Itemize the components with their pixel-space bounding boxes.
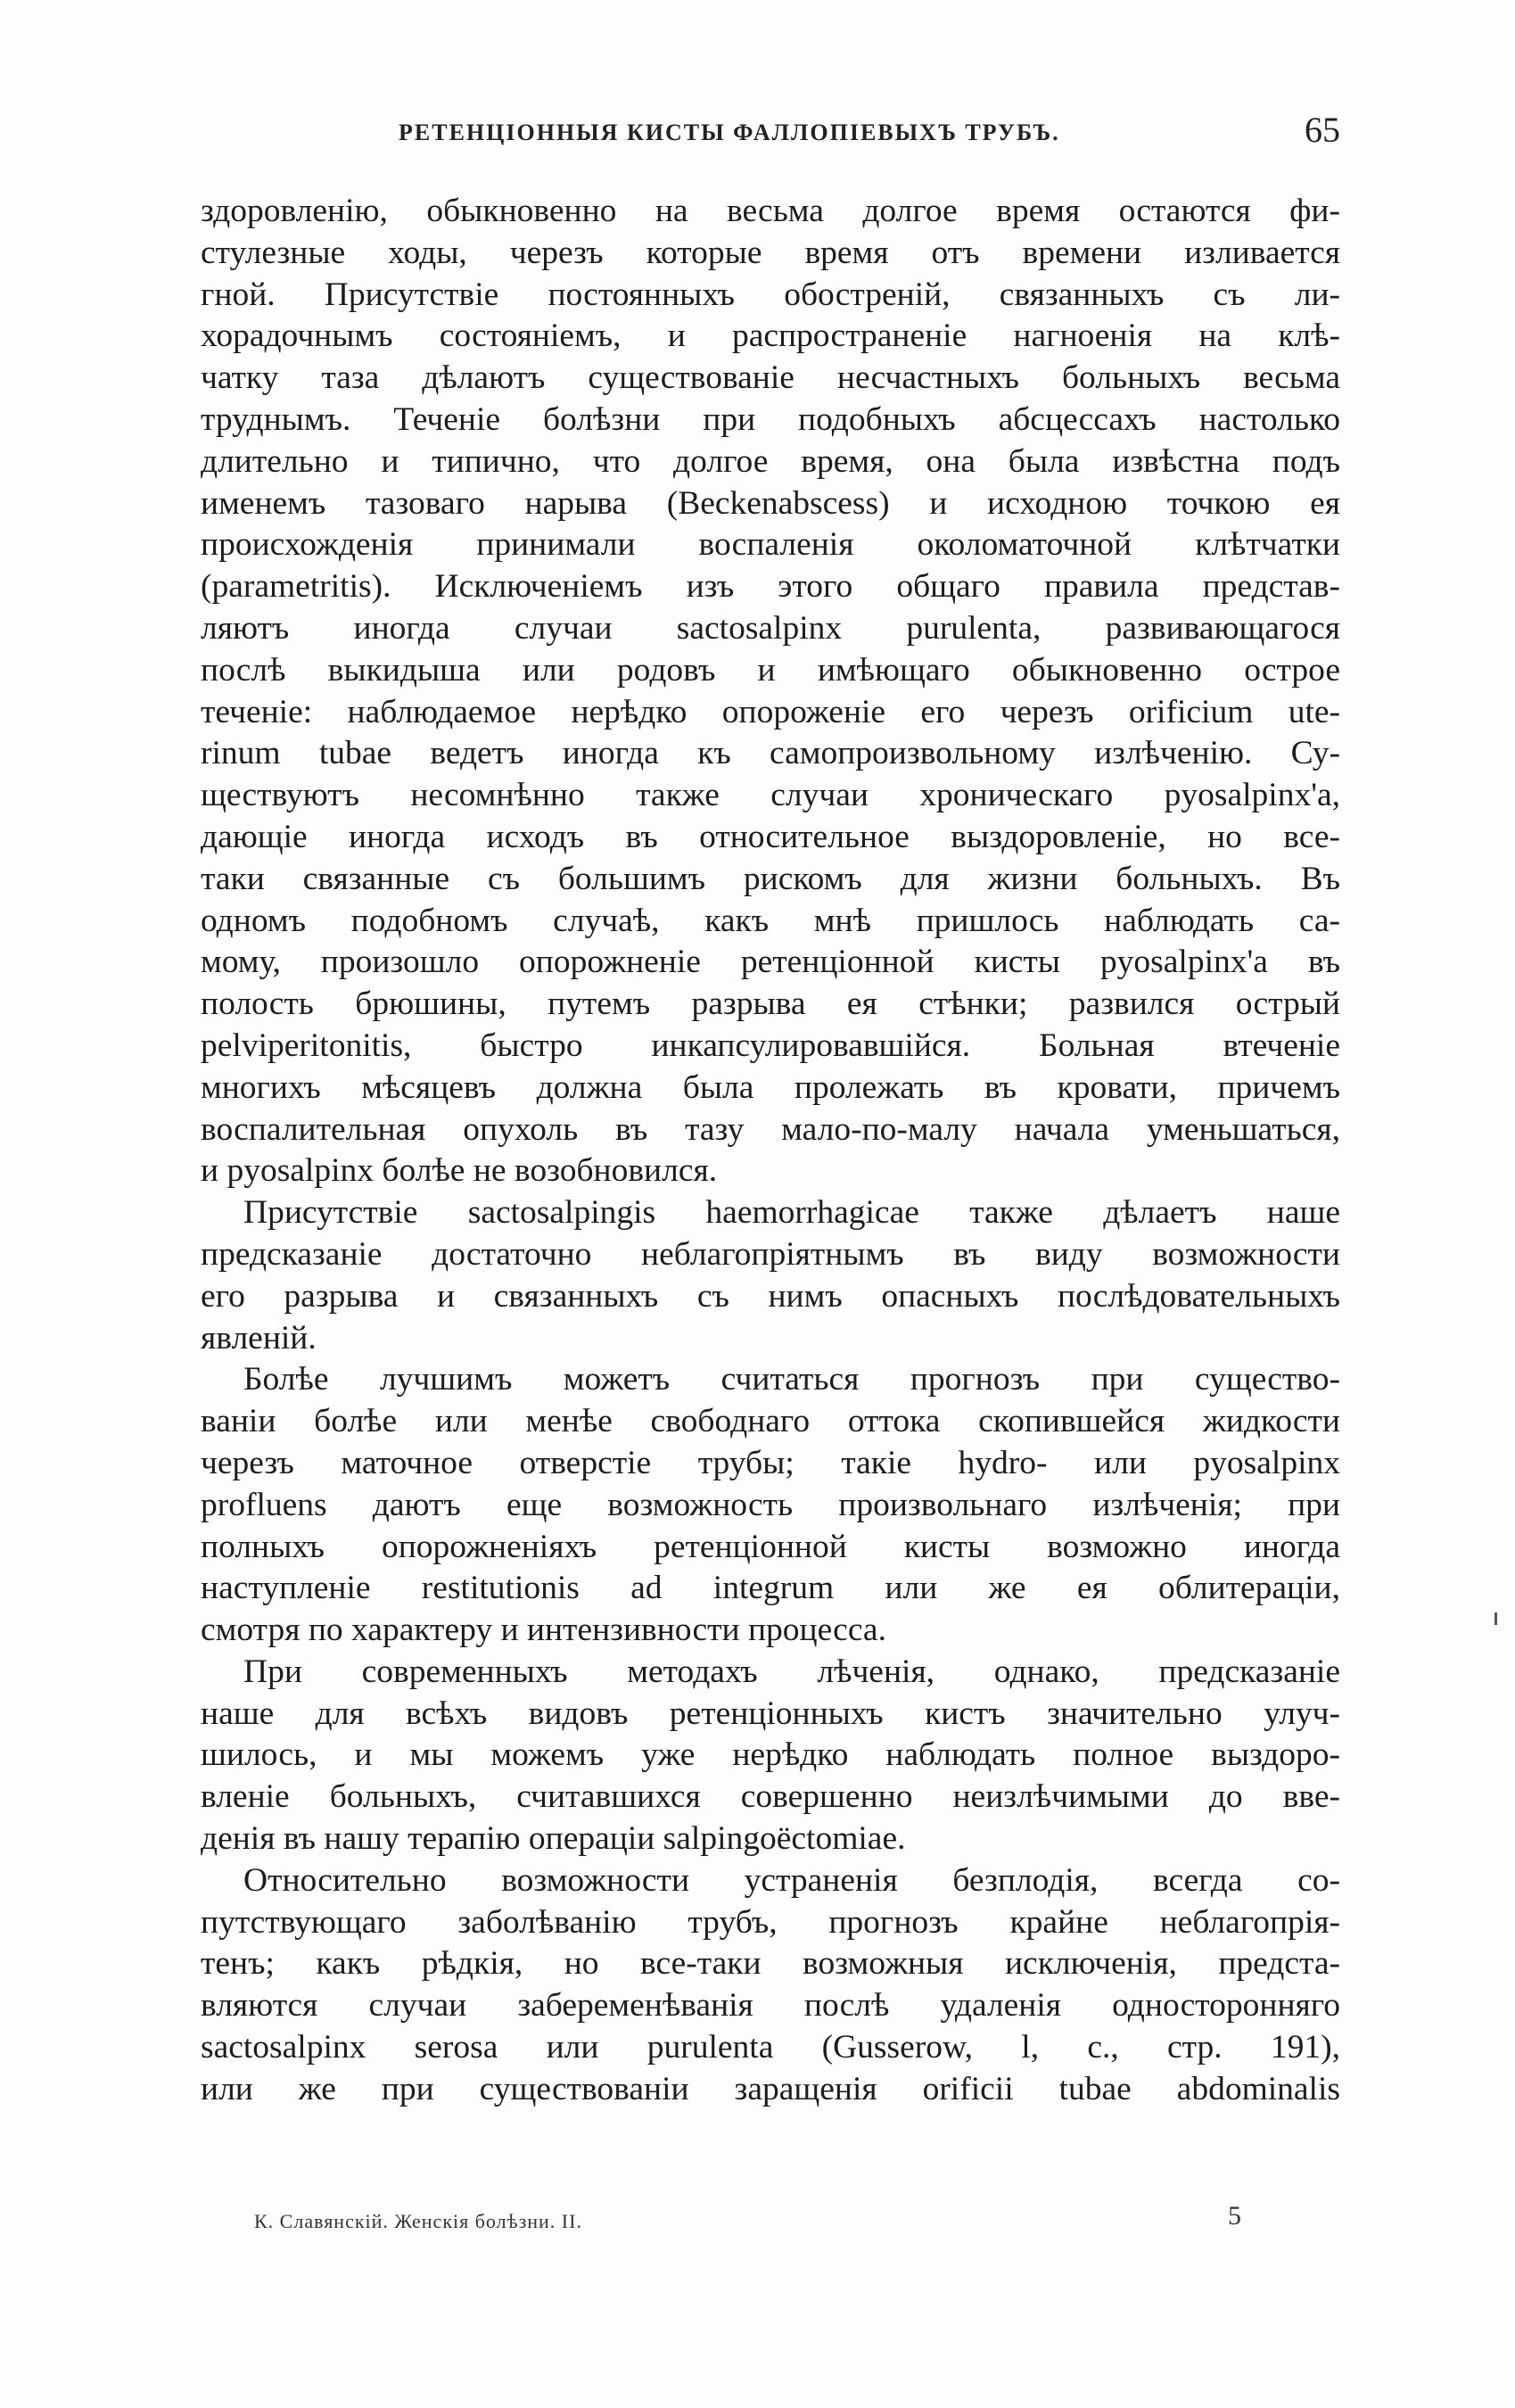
text-line: его разрыва и связанныхъ съ нимъ опасныхъ послѣдовательныхъ: [201, 1277, 1340, 1315]
text-line: предсказаніе достаточно неблагопріятнымъ въ виду возможности: [201, 1235, 1340, 1273]
text-line: ваніи болѣе или менѣе свободнаго оттока скопившейся жидкости: [201, 1403, 1340, 1440]
margin-mark: [1494, 1612, 1497, 1625]
paragraph-last-line: явленій.: [201, 1319, 317, 1357]
text-line: ляютъ иногда случаи sactosalpinx purulenta, развивающагося: [201, 609, 1340, 647]
text-line: profluens даютъ еще возможность произвольнаго излѣченія; при: [201, 1486, 1340, 1523]
paragraph-first-line: Относительно возможности устраненія безплодія, всегда со-: [243, 1861, 1340, 1899]
text-line: труднымъ. Теченіе болѣзни при подобныхъ абсцессахъ настолько: [201, 400, 1340, 438]
text-line: черезъ маточное отверстіе трубы; такіе hydro- или pyosalpinx: [201, 1444, 1340, 1481]
paragraph-last-line: и pyosalpinx болѣе не возобновился.: [201, 1152, 718, 1190]
text-line: шилось, и мы можемъ уже нерѣдко наблюдать полное выздоро-: [201, 1736, 1340, 1774]
running-title: РЕТЕНЦІОННЫЯ КИСТЫ ФАЛЛОПІЕВЫХЪ ТРУБЪ.: [399, 120, 1060, 145]
text-line: здоровленію, обыкновенно на весьма долгое время остаются фи-: [201, 193, 1340, 229]
footer-citation: К. Славянскій. Женскія болѣзни. II.: [254, 2210, 582, 2232]
text-line: полныхъ опорожненіяхъ ретенціонной кисты возможно иногда: [201, 1528, 1340, 1565]
text-line: происхожденія принимали воспаленія околоматочной клѣтчатки: [201, 526, 1340, 564]
text-line: одномъ подобномъ случаѣ, какъ мнѣ пришлось наблюдать са-: [201, 902, 1340, 939]
text-line: многихъ мѣсяцевъ должна была пролежать въ кровати, причемъ: [201, 1068, 1340, 1106]
text-line: ществуютъ несомнѣнно также случаи хроническаго pyosalpinx'a,: [201, 777, 1340, 814]
text-line: чатку таза дѣлаютъ существованіе несчастныхъ больныхъ весьма: [201, 359, 1340, 397]
text-line: гной. Присутствіе постоянныхъ обостреній, связанныхъ съ ли-: [201, 276, 1340, 313]
text-line: вленіе больныхъ, считавшихся совершенно неизлѣчимыми до вве-: [201, 1778, 1340, 1816]
text-line: (parametritis). Исключеніемъ изъ этого общаго правила представ-: [201, 568, 1340, 606]
text-line: полость брюшины, путемъ разрыва ея стѣнки; развился острый: [201, 985, 1340, 1023]
text-line: теченіе: наблюдаемое нерѣдко опороженіе его черезъ orificium ute-: [201, 693, 1340, 730]
text-line: наступленіе restitutionis ad integrum или же ея облитераціи,: [201, 1570, 1340, 1607]
text-line: путствующаго заболѣванію трубъ, прогнозъ крайне неблагопрія-: [201, 1903, 1340, 1941]
text-line: послѣ выкидыша или родовъ и имѣющаго обыкновенно острое: [201, 651, 1340, 689]
text-line: длительно и типично, что долгое время, она была извѣстна подъ: [201, 442, 1340, 480]
text-line: тенъ; какъ рѣдкія, но все-таки возможныя исключенія, предста-: [201, 1945, 1340, 1983]
page-header: [201, 109, 1340, 162]
text-line: или же при существованіи заращенія orificii tubae abdominalis: [201, 2070, 1340, 2107]
text-line: хорадочнымъ состояніемъ, и распространеніе нагноенія на клѣ-: [201, 317, 1340, 355]
body-text: [201, 191, 1340, 2111]
text-line: rinum tubae ведетъ иногда къ самопроизвольному излѣченію. Су-: [201, 735, 1340, 772]
text-line: дающіе иногда исходъ въ относительное выздоровленіе, но все-: [201, 818, 1340, 855]
page-footer: [254, 2201, 1253, 2246]
text-line: стулезные ходы, черезъ которые время отъ времени изливается: [201, 234, 1340, 271]
paragraph-first-line: Присутствіе sactosalpingis haemorrhagicae также дѣлаетъ наше: [243, 1194, 1340, 1232]
text-line: мому, произошло опорожненіе ретенціонной кисты pyosalpinx'a въ: [201, 944, 1340, 981]
text-line: именемъ тазоваго нарыва (Beckenabscess) и исходною точкою ея: [201, 484, 1340, 522]
signature-mark: 5: [1228, 2201, 1241, 2231]
paragraph-first-line: Болѣе лучшимъ можетъ считаться прогнозъ при существо-: [243, 1361, 1340, 1398]
text-line: вляются случаи забеременѣванія послѣ удаленія односторонняго: [201, 1987, 1340, 2025]
text-line: таки связанные съ большимъ рискомъ для жизни больныхъ. Въ: [201, 860, 1340, 897]
text-line: наше для всѣхъ видовъ ретенціонныхъ кистъ значительно улуч-: [201, 1695, 1340, 1732]
text-line: воспалительная опухоль въ тазу мало-по-малу начала уменьшаться,: [201, 1110, 1340, 1148]
paragraph-last-line: денія въ нашу терапію операціи salpingoëctomiae.: [201, 1820, 906, 1858]
paragraph-last-line: смотря по характеру и интензивности процесса.: [201, 1612, 886, 1649]
paragraph-first-line: При современныхъ методахъ лѣченія, однако, предсказаніе: [243, 1653, 1340, 1690]
text-line: sactosalpinx serosa или purulenta (Gusserow, l, c., стр. 191),: [201, 2029, 1340, 2066]
text-line: pelviperitonitis, быстро инкапсулировавшійся. Больная втеченіе: [201, 1027, 1340, 1064]
page-number: 65: [1305, 110, 1340, 150]
